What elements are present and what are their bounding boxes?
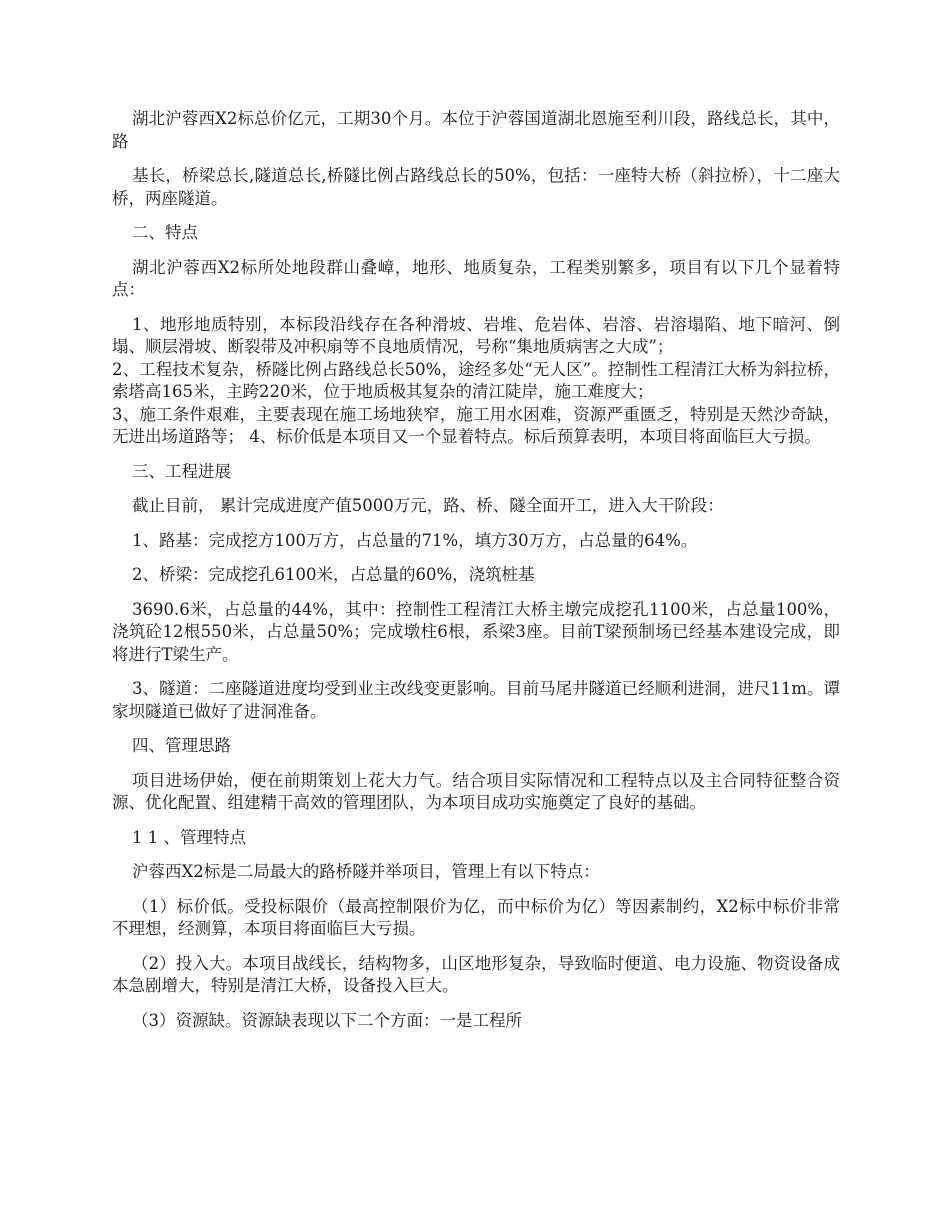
paragraph-progress-bridge-detail: 3690.6米，占总量的44%，其中：控制性工程清江大桥主墩完成挖孔1100米，占总量100%，浇筑砼12根550米，占总量50%；完成墩柱6根，系梁3座。目前T梁预制场已经基本建设完成，即将进行T梁生产。 (112, 599, 840, 664)
feature-item-1: 1、地形地质特别，本标段沿线存在各种滑坡、岩堆、危岩体、岩溶、岩溶塌陷、地下暗河、倒塌、顺层滑坡、断裂带及冲积扇等不良地质情况，号称“集地质病害之大成”； (112, 314, 840, 356)
paragraph-low-bid: （1）标价低。受投标限价（最高控制限价为亿，而中标价为亿）等因素制约，X2标中标价非常不理想，经测算，本项目将面临巨大亏损。 (112, 896, 840, 938)
paragraph-features-list (112, 314, 840, 449)
paragraph-high-investment: （2）投入大。本项目战线长，结构物多，山区地形复杂，导致临时便道、电力设施、物资设备成本急剧增大，特别是清江大桥，设备投入巨大。 (112, 953, 840, 995)
paragraph-progress-intro: 截止目前， 累计完成进度产值5000万元，路、桥、隧全面开工，进入大干阶段： (132, 496, 724, 515)
section-heading-management: 四、管理思路 (132, 736, 231, 755)
paragraph-progress-roadbed: 1、路基：完成挖方100万方，占总量的71%，填方30万方，占总量的64%。 (132, 530, 698, 550)
feature-item-2: 2、工程技术复杂，桥隧比例占路线总长50%，途经多处“无人区”。控制性工程清江大桥为斜拉桥，索塔高165米，主跨220米，位于地质极其复杂的清江陡岸，施工难度大； (112, 359, 840, 401)
paragraph-management-intro: 项目进场伊始，便在前期策划上花大力气。结合项目实际情况和工程特点以及主合同特征整合资源、优化配置、组建精干高效的管理团队，为本项目成功实施奠定了良好的基础。 (112, 770, 840, 812)
document-page (112, 108, 840, 1044)
paragraph-overview-2: 基长，桥梁总长,隧道总长,桥隧比例占路线总长的50%，包括：一座特大桥（斜拉桥），十二座大桥，两座隧道。 (112, 166, 840, 208)
section-heading-progress: 三、工程进展 (132, 461, 231, 481)
paragraph-progress-bridge: 2、桥梁：完成挖孔6100米，占总量的60%，浇筑桩基 (132, 565, 535, 584)
feature-item-3-4: 3、施工条件艰难，主要表现在施工场地狭窄，施工用水困难，资源严重匮乏，特别是天然沙奇缺，无进出场道路等； 4、标价低是本项目又一个显着特点。标后预算表明，本项目将面临巨大亏损。 (112, 404, 840, 446)
paragraph-features-intro: 湖北沪蓉西X2标所处地段群山叠嶂，地形、地质复杂，工程类别繁多，项目有以下几个显着特点： (112, 257, 840, 299)
paragraph-management-features-intro: 沪蓉西X2标是二局最大的路桥隧并举项目，管理上有以下特点： (132, 862, 600, 881)
paragraph-resource-shortage: （3）资源缺。资源缺表现以下二个方面：一是工程所 (132, 1010, 522, 1030)
paragraph-overview-1: 湖北沪蓉西X2标总价亿元，工期30个月。本位于沪蓉国道湖北恩施至利川段，路线总长，其中，路 (112, 109, 840, 151)
subsection-heading-management-features: 1 1 、管理特点 (132, 827, 246, 847)
section-heading-features: 二、特点 (132, 223, 198, 242)
paragraph-progress-tunnel: 3、隧道：二座隧道进度均受到业主改线变更影响。目前马尾井隧道已经顺利进洞，进尺11m。谭家坝隧道已做好了进洞准备。 (112, 679, 840, 721)
